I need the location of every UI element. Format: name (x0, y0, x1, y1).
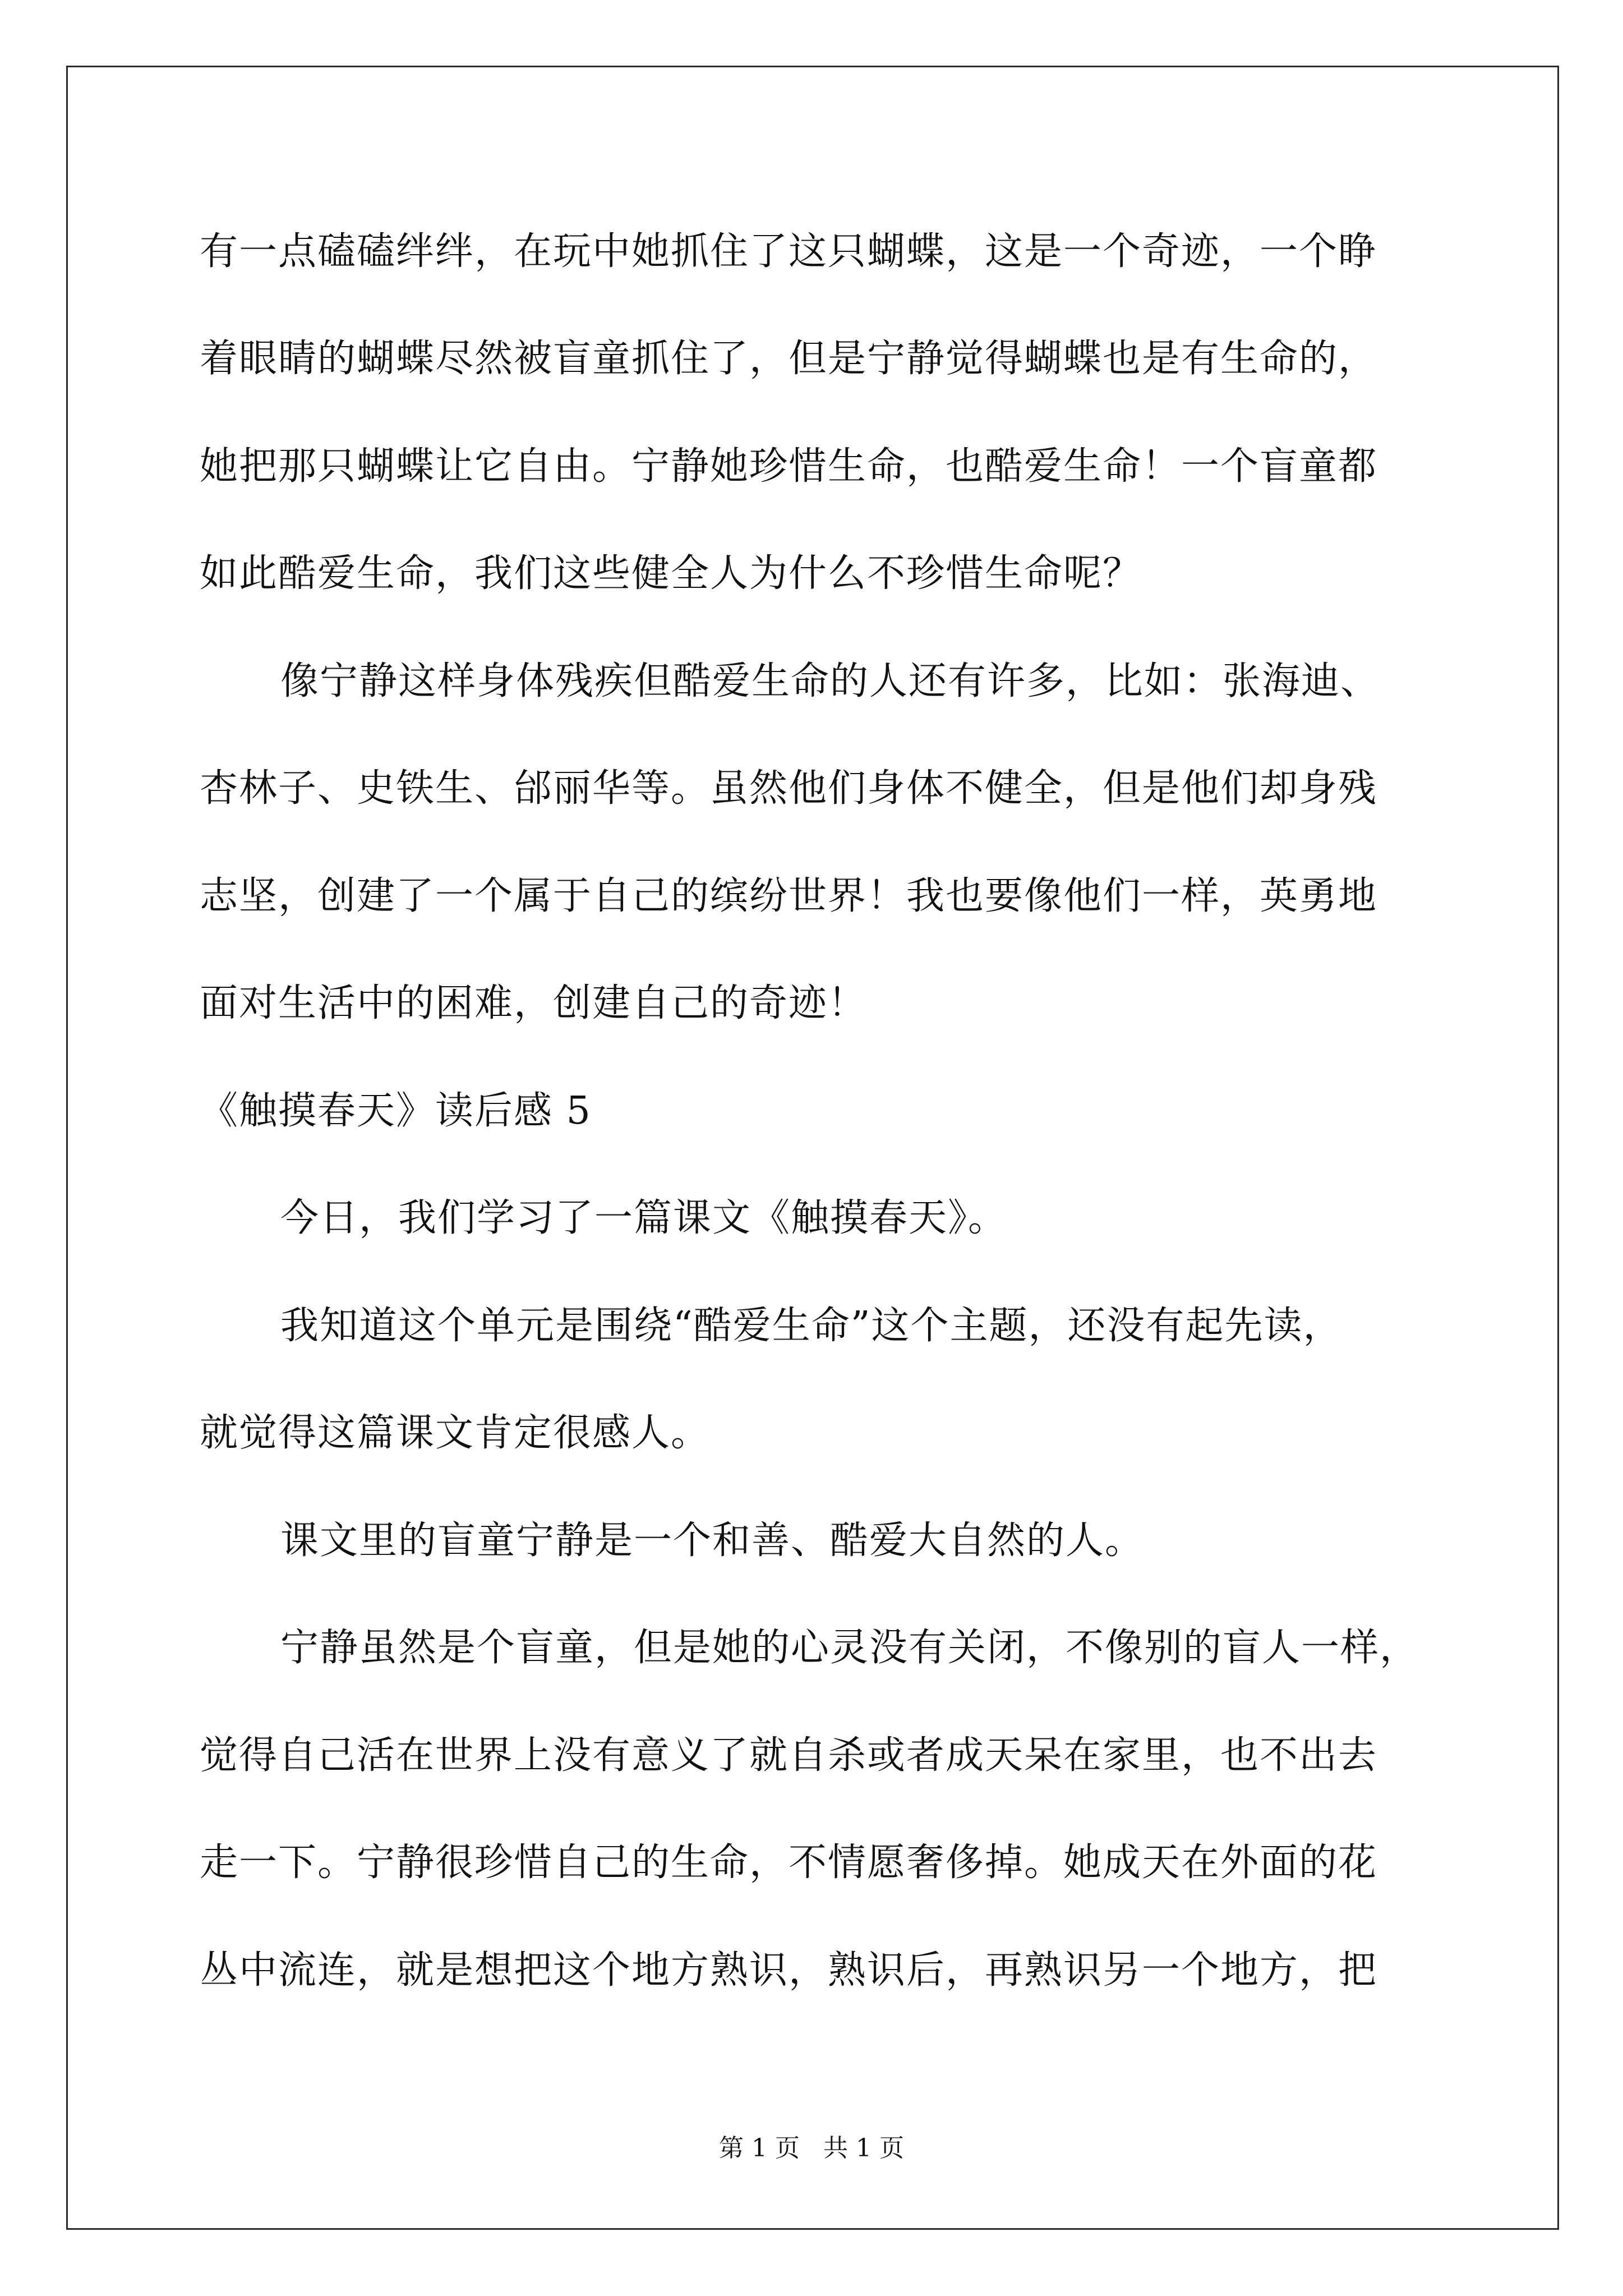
text-line: 如此酷爱生命，我们这些健全人为什么不珍惜生命呢？ (200, 551, 1142, 596)
text-line: 觉得自己活在世界上没有意义了就自杀或者成天呆在家里，也不出去 (200, 1733, 1378, 1778)
text-line: 走一下。宁静很珍惜自己的生命，不情愿奢侈掉。她成天在外面的花 (200, 1841, 1378, 1885)
text-line: 面对生活中的困难，创建自己的奇迹！ (200, 981, 868, 1025)
paragraph-start-line: 我知道这个单元是围绕“酷爱生命”这个主题，还没有起先读， (280, 1304, 1343, 1348)
text-line: 她把那只蝴蝶让它自由。宁静她珍惜生命，也酷爱生命！一个盲童都 (200, 444, 1378, 489)
page-number-footer: 第 1 页 共 1 页 (719, 2134, 904, 2162)
text-line: 杏林子、史铁生、邰丽华等。虽然他们身体不健全，但是他们却身残 (200, 766, 1378, 811)
text-line: 着眼睛的蝴蝶尽然被盲童抓住了，但是宁静觉得蝴蝶也是有生命的， (200, 337, 1378, 381)
text-line: 丛中流连，就是想把这个地方熟识，熟识后，再熟识另一个地方，把 (200, 1948, 1378, 1993)
text-line: 就觉得这篇课文肯定很感人。 (200, 1411, 711, 1455)
paragraph-start-line: 宁静虽然是个盲童，但是她的心灵没有关闭，不像别的盲人一样， (280, 1626, 1419, 1670)
paragraph-start-line: 像宁静这样身体残疾但酷爱生命的人还有许多，比如：张海迪、 (280, 659, 1380, 703)
text-line: 有一点磕磕绊绊，在玩中她抓住了这只蝴蝶，这是一个奇迹，一个睁 (200, 229, 1378, 274)
text-line: 志坚，创建了一个属于自己的缤纷世界！我也要像他们一样，英勇地 (200, 874, 1378, 918)
page-border (66, 66, 1559, 2230)
paragraph-start-line: 课文里的盲童宁静是一个和善、酷爱大自然的人。 (280, 1519, 1145, 1563)
paragraph-start-line: 今日，我们学习了一篇课文《触摸春天》。 (280, 1196, 1008, 1240)
section-heading: 《触摸春天》读后感 5 (200, 1089, 592, 1133)
